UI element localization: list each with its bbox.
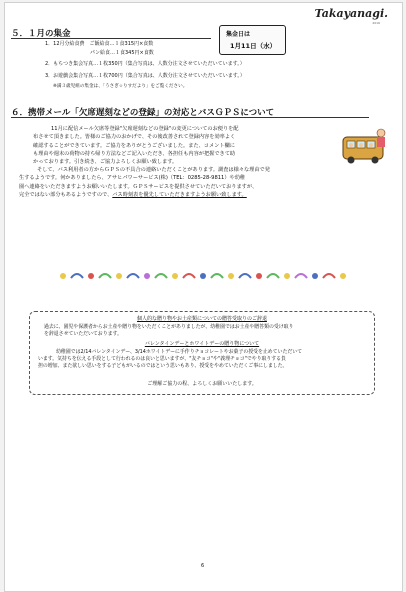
section5-note: ※満３歳児組の集金は、「うさぎ☆りすだより」をご覧ください。 — [53, 84, 188, 89]
gift-policy-line: を辞退させていただいております。 — [44, 331, 122, 337]
section5-item-1: 1．12月分給食費 ご飯給食…１食315円×食数 — [45, 41, 154, 47]
section6-underlined-line: バス時刻表を優先していただきますようお願い致します。 — [112, 191, 247, 198]
bus-children-illustration — [341, 127, 387, 167]
section5-title: ５．１月の集金 — [11, 29, 71, 39]
section5-rule — [11, 38, 211, 39]
section6-line: 11月に配信メール欠席等登録"欠席遅刻などの登録"の変更についてのお便りを配 — [51, 126, 239, 132]
collection-date-box — [219, 25, 286, 55]
newsletter-page — [4, 2, 403, 592]
section5-item-2: 2．もちつき集会写真…１枚350円（集合写真は、人数分注文させていただいています。） — [45, 61, 245, 67]
collection-date: 1月11日（水） — [230, 42, 277, 50]
brand-logo: Takayanagi. — [314, 7, 388, 20]
section6-line: 完全ではない部分もあるようですので、 — [19, 191, 113, 198]
gift-policy-line: 幼稚園では2/14バレンタインデー、3/14ホワイトデーに手作りチョコレートやお菓子の授受を止めていただいて — [56, 349, 303, 355]
section6-line: 布させて頂きました。皆様のご協力のおかげで、その後改善されて登録内容を効率よく — [33, 134, 236, 141]
section6-line: かっております。引き続き、ご協力よろしくお願い致します。 — [33, 159, 178, 166]
gift-policy-para-1 — [44, 324, 293, 338]
collection-date-label: 集金日は — [226, 31, 251, 38]
page-number: 6 — [201, 563, 205, 569]
brand-subtext: 2016 — [372, 21, 380, 25]
gift-policy-box — [29, 311, 375, 395]
section6-line: 生するようです。何かありましたら、アサヒパワーサービス(株)（TEL：0285-28-9811）や幼稚 — [19, 175, 246, 182]
decorative-border — [57, 268, 349, 284]
decorative-motifs — [60, 273, 346, 279]
gift-policy-title-1: 個人的な贈り物やお土産類についての贈答受取りのご辞退 — [137, 316, 267, 322]
gift-policy-title-2: バレンタインデーとホワイトデーの贈り物について — [144, 341, 260, 347]
section6-paragraph-1 — [33, 125, 239, 166]
section6-line: 園へ連絡をいただきますようお願いいたします。ＧＰＳサービスを提供させていただいておりますが、 — [19, 183, 258, 190]
section5-item-1b: パン給食…１食345円×食数 — [90, 50, 154, 56]
section6-rule — [11, 117, 369, 118]
section6-line: も理由や週末の荷物の持ち帰り方法などご記入いただき、各担任も内容が把握できて助 — [33, 150, 236, 157]
section6-title: ６．携帯メール「欠席遅刻などの登録」の対応とバスＧＰＳについて — [11, 108, 275, 118]
section6-paragraph-2 — [19, 166, 270, 199]
gift-policy-line: います。気持ちを伝える手段として行われるのは良いと思いますが、"友チョコ"や"義理チョコ"でやり取りする負 — [38, 356, 286, 362]
gift-policy-para-2 — [38, 349, 302, 370]
section5-item-3: 3．お遊戯会集合写真…１枚700円（集合写真は、人数分注文させていただいています。） — [45, 73, 245, 79]
gift-policy-line: 担の増加、また欲しい思いをする子どもがいるのではという思いもあり、授受をやめていただくご事にしました。 — [38, 363, 288, 369]
gift-policy-line: 過去に、園児や保護者からお土産や贈り物をいただくことがありましたが、幼稚園ではお土産や贈答類の受け取り — [44, 324, 294, 330]
gift-policy-closing: ご理解ご協力の程、よろしくお願いいたします。 — [147, 381, 257, 387]
section6-line: 確認することができています。ご協力をありがとうございました。また、コメント欄に — [33, 142, 235, 149]
section6-line: そして、バス利用者の方からＧＰＳの不具合の連絡いただくことがあります。調査は様々な理由で発 — [37, 167, 270, 173]
